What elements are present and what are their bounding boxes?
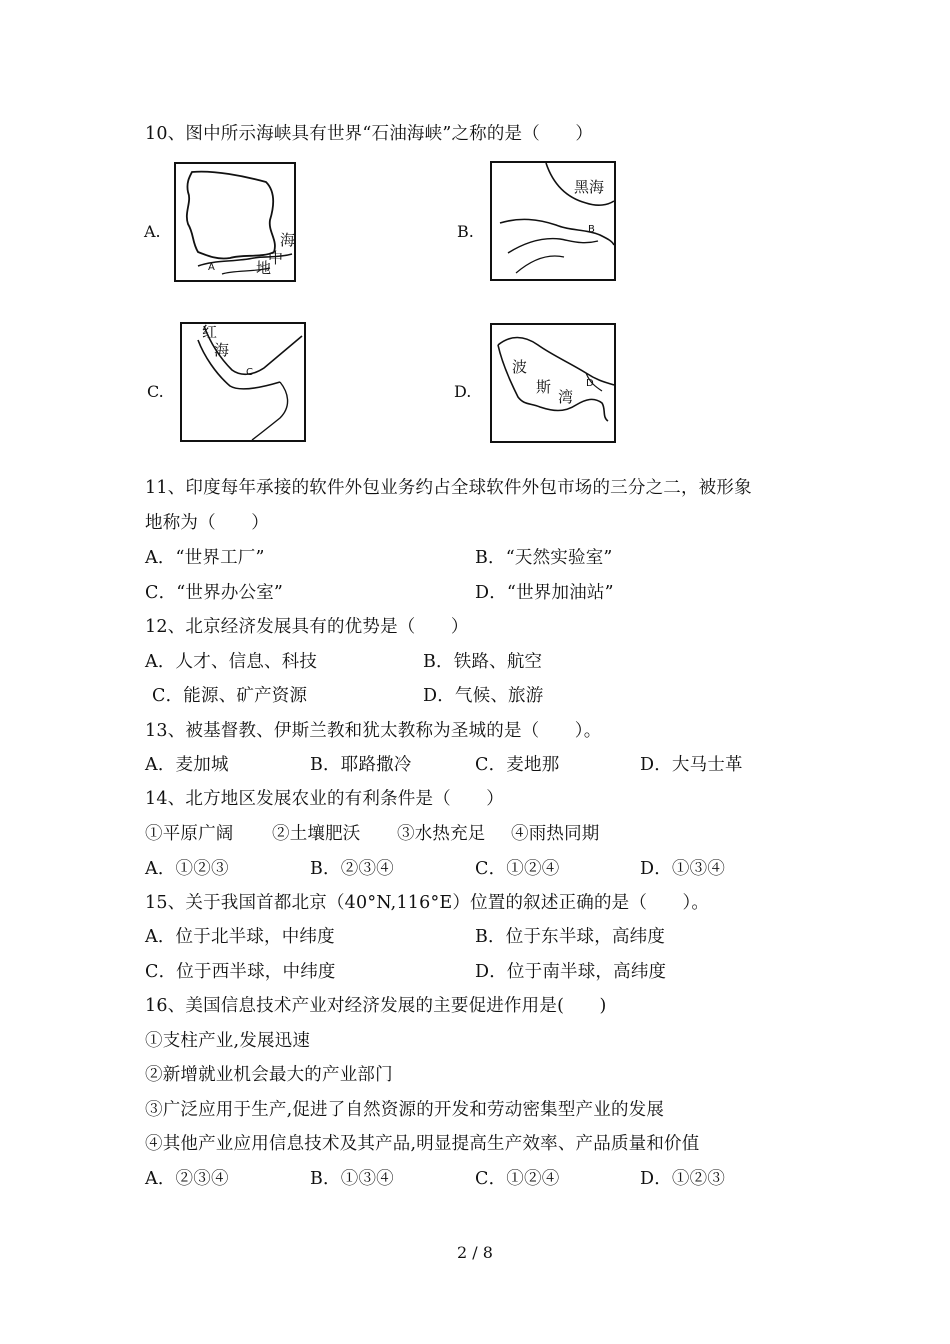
map-d-drawing xyxy=(490,323,616,443)
q12-stem: 12、北京经济发展具有的优势是（ ） xyxy=(145,617,469,637)
map-d-label-1: 波 xyxy=(512,358,528,376)
q16-statement-1: ①支柱产业,发展迅速 xyxy=(145,1031,311,1051)
q13-option-c[interactable]: C．麦地那 xyxy=(475,755,560,775)
map-c-label-2: 海 xyxy=(214,341,230,359)
q10-option-b-label[interactable]: B. xyxy=(457,222,474,241)
q16-stem: 16、美国信息技术产业对经济发展的主要促进作用是( ) xyxy=(145,996,607,1016)
q10-option-c-label[interactable]: C. xyxy=(147,382,164,401)
q11-option-a[interactable]: A．“世界工厂” xyxy=(145,548,265,568)
map-a-label-1: 海 xyxy=(280,231,296,249)
q11-option-c[interactable]: C．“世界办公室” xyxy=(145,583,284,603)
q12-option-d[interactable]: D．气候、旅游 xyxy=(423,686,544,706)
q15-option-d[interactable]: D．位于南半球，高纬度 xyxy=(475,962,667,982)
q16-option-b[interactable]: B．①③④ xyxy=(310,1169,394,1189)
q16-option-a[interactable]: A．②③④ xyxy=(145,1169,229,1189)
q11-stem-line1: 11、印度每年承接的软件外包业务约占全球软件外包市场的三分之二，被形象 xyxy=(145,478,752,498)
q15-option-b[interactable]: B．位于东半球，高纬度 xyxy=(475,927,666,947)
q14-option-b[interactable]: B．②③④ xyxy=(310,859,394,879)
q14-option-c[interactable]: C．①②④ xyxy=(475,859,560,879)
page-number: 2 / 8 xyxy=(457,1243,493,1262)
q16-statement-4: ④其他产业应用信息技术及其产品,明显提高生产效率、产品质量和价值 xyxy=(145,1134,700,1154)
q11-option-b[interactable]: B．“天然实验室” xyxy=(475,548,613,568)
q10-map-d[interactable] xyxy=(490,323,616,443)
q16-option-d[interactable]: D．①②③ xyxy=(640,1169,726,1189)
q14-option-a[interactable]: A．①②③ xyxy=(145,859,229,879)
map-d-label-2: 斯 xyxy=(536,378,552,396)
q16-option-c[interactable]: C．①②④ xyxy=(475,1169,560,1189)
q14-stem: 14、北方地区发展农业的有利条件是（ ） xyxy=(145,789,504,809)
map-c-label-1: 红 xyxy=(202,323,218,341)
q13-option-b[interactable]: B．耶路撒冷 xyxy=(310,755,412,775)
q14-condition-3: ③水热充足 xyxy=(397,824,486,844)
map-d-strait-marker: D xyxy=(586,378,594,389)
q12-option-a[interactable]: A．人才、信息、科技 xyxy=(145,652,318,672)
map-a-strait-marker: A xyxy=(208,262,215,273)
q13-stem: 13、被基督教、伊斯兰教和犹太教称为圣城的是（ ）。 xyxy=(145,721,602,741)
map-b-label-1: 黑海 xyxy=(574,178,605,196)
q11-stem-line2: 地称为（ ） xyxy=(145,513,269,533)
q12-option-c[interactable]: C．能源、矿产资源 xyxy=(152,686,308,706)
map-c-drawing xyxy=(180,322,306,442)
q14-option-d[interactable]: D．①③④ xyxy=(640,859,726,879)
map-d-label-3: 湾 xyxy=(558,388,574,406)
q10-stem: 10、图中所示海峡具有世界“石油海峡”之称的是（ ） xyxy=(145,124,594,144)
map-b-strait-marker: B xyxy=(588,224,595,235)
q14-condition-2: ②土壤肥沃 xyxy=(272,824,361,844)
q13-option-d[interactable]: D．大马士革 xyxy=(640,755,743,775)
q10-map-b[interactable] xyxy=(490,161,616,281)
q11-option-d[interactable]: D．“世界加油站” xyxy=(475,583,614,603)
q10-option-a-label[interactable]: A. xyxy=(144,222,161,241)
q15-stem: 15、关于我国首都北京（40°N,116°E）位置的叙述正确的是（ ）。 xyxy=(145,893,710,913)
map-a-label-3: 地 xyxy=(256,259,272,277)
q10-map-c[interactable] xyxy=(180,322,306,442)
q15-option-c[interactable]: C．位于西半球，中纬度 xyxy=(145,962,336,982)
map-c-strait-marker: C xyxy=(246,367,253,378)
q14-condition-1: ①平原广阔 xyxy=(145,824,234,844)
q12-option-b[interactable]: B．铁路、航空 xyxy=(423,652,543,672)
q10-option-d-label[interactable]: D. xyxy=(454,382,472,401)
q10-map-a[interactable] xyxy=(174,162,296,282)
q16-statement-2: ②新增就业机会最大的产业部门 xyxy=(145,1065,393,1085)
q14-condition-4: ④雨热同期 xyxy=(511,824,600,844)
map-a-label-2: 中 xyxy=(268,249,284,267)
q13-option-a[interactable]: A．麦加城 xyxy=(145,755,229,775)
q16-statement-3: ③广泛应用于生产,促进了自然资源的开发和劳动密集型产业的发展 xyxy=(145,1100,665,1120)
q15-option-a[interactable]: A．位于北半球，中纬度 xyxy=(145,927,335,947)
